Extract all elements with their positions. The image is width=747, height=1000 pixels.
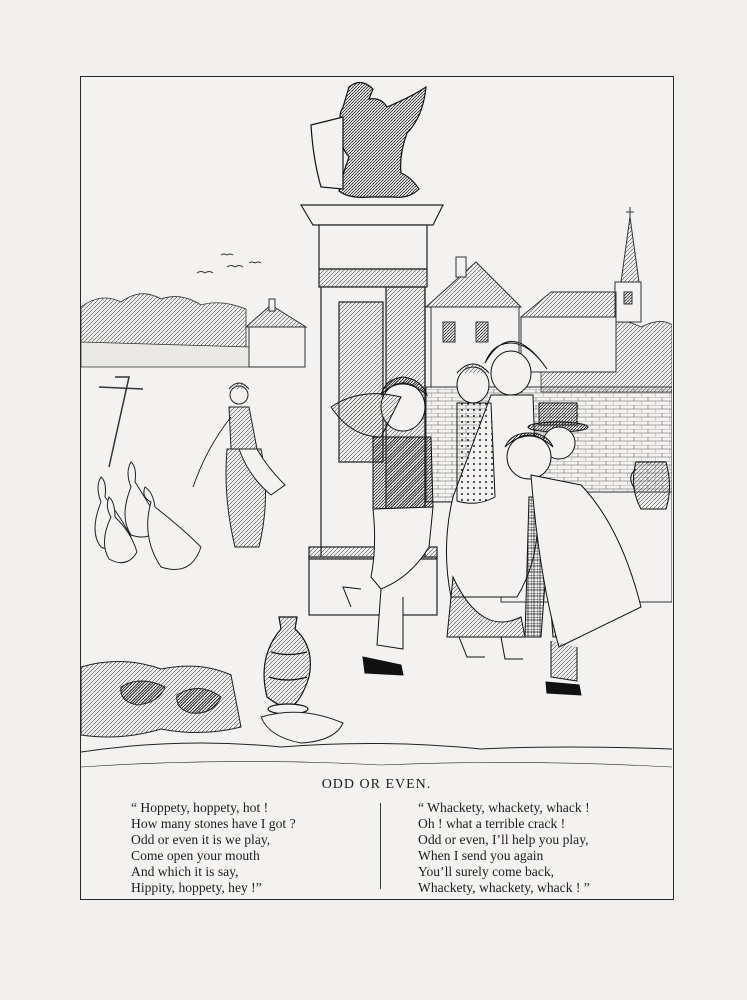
verse-line: Odd or even, I’ll help you play, bbox=[418, 832, 589, 847]
verse-line: How many stones have I got ? bbox=[131, 816, 296, 831]
church-spire bbox=[615, 207, 641, 322]
village-houses bbox=[246, 257, 616, 387]
verse-line: When I send you again bbox=[418, 848, 544, 863]
verse-left bbox=[131, 800, 296, 896]
geese bbox=[95, 462, 201, 570]
verse-line: “ Whackety, whackety, whack ! bbox=[418, 800, 590, 815]
page-title: ODD OR EVEN. bbox=[321, 777, 432, 792]
verse-line: Hippity, hoppety, hey !” bbox=[131, 880, 262, 895]
jug-on-ground bbox=[264, 617, 310, 714]
verse-line: Oh ! what a terrible crack ! bbox=[418, 816, 566, 831]
illustration bbox=[81, 77, 672, 772]
page-frame bbox=[80, 76, 674, 900]
signpost bbox=[99, 377, 143, 467]
foreground-ground bbox=[81, 661, 672, 767]
verse-line: Odd or even it is we play, bbox=[131, 832, 271, 847]
verse-line: “ Hoppety, hoppety, hot ! bbox=[131, 800, 269, 815]
verse-line: And which it is say, bbox=[131, 864, 239, 879]
griffin-statue bbox=[311, 82, 426, 197]
verse-line: Whackety, whackety, whack ! ” bbox=[418, 880, 590, 895]
verse-line: You’ll surely come back, bbox=[418, 864, 555, 879]
column-divider bbox=[380, 803, 381, 889]
verse-right bbox=[418, 800, 590, 896]
birds bbox=[197, 254, 261, 273]
verse-line: Come open your mouth bbox=[131, 848, 260, 863]
goose-girl bbox=[193, 383, 285, 547]
